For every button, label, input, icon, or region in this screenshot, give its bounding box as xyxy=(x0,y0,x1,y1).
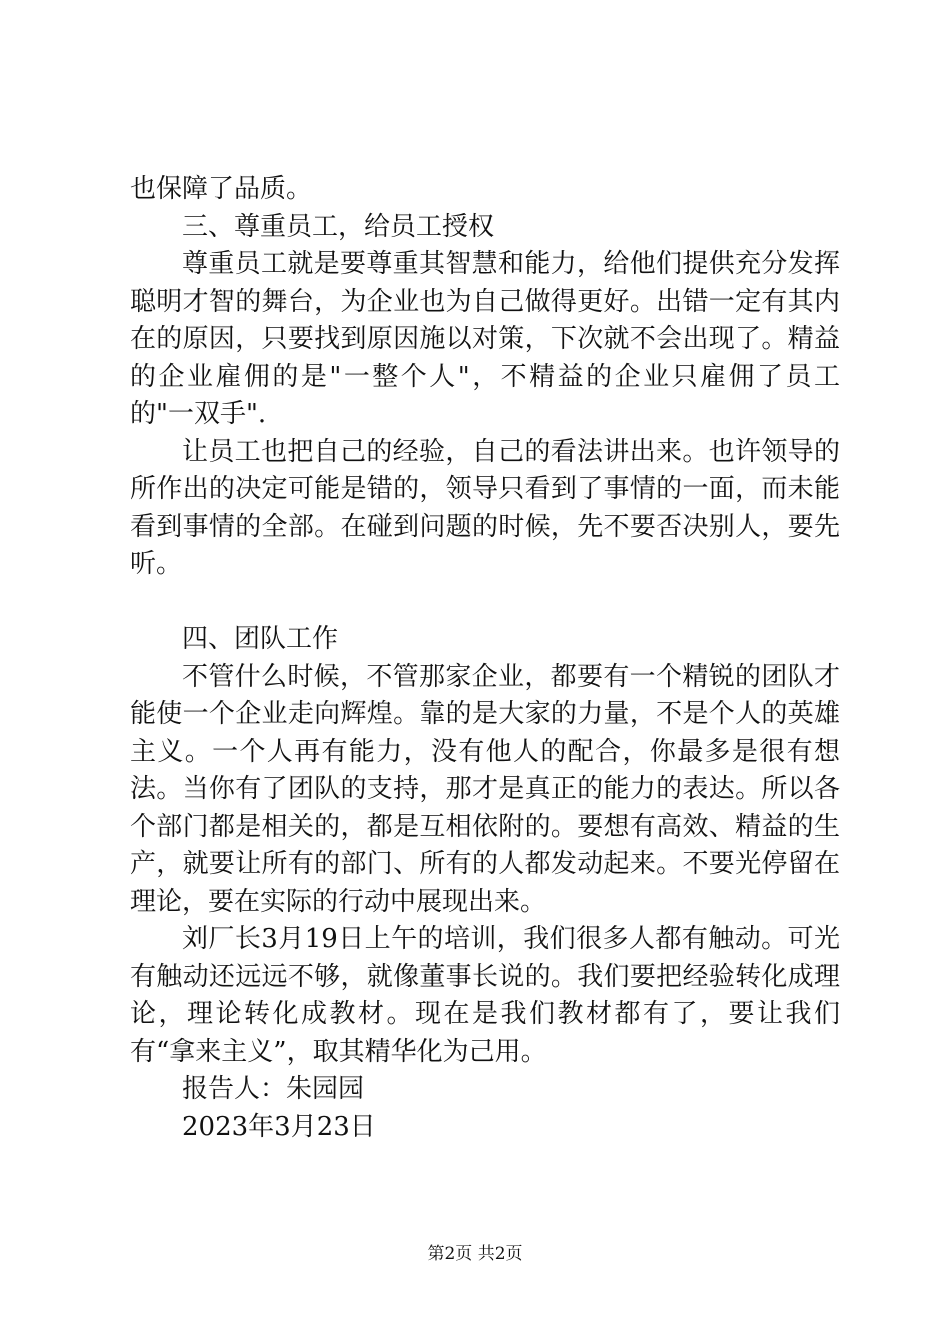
paragraph: 尊重员工就是要尊重其智慧和能力，给他们提供充分发挥聪明才智的舞台，为企业也为自己做得更好。出错一定有其内在的原因，只要找到原因施以对策，下次就不会出现了。精益的企业雇佣的是"一整个人"，不精益的企业只雇佣了员工的"一双手". xyxy=(130,249,840,429)
date-line: 2023年3月23日 xyxy=(182,1111,376,1142)
paragraph: 不管什么时候，不管那家企业，都要有一个精锐的团队才能使一个企业走向辉煌。靠的是大家的力量，不是个人的英雄主义。一个人再有能力，没有他人的配合，你最多是很有想法。当你有了团队的支持，那才是真正的能力的表达。所以各个部门都是相关的，都是互相依附的。要想有高效、精益的生产，就要让所有的部门、所有的人都发动起来。不要光停留在理论，要在实际的行动中展现出来。 xyxy=(130,661,840,917)
paragraph-continuation: 也保障了品质。 xyxy=(130,174,313,204)
document-body xyxy=(130,171,840,1146)
section-heading-3: 三、尊重员工，给员工授权 xyxy=(182,211,495,242)
reporter-line: 报告人：朱园园 xyxy=(182,1074,365,1104)
blank-line xyxy=(130,584,840,622)
paragraph: 刘厂长3月19日上午的培训，我们很多人都有触动。可光有触动还远远不够，就像董事长说的。我们要把经验转化成理论，理论转化成教材。现在是我们教材都有了，要让我们有“拿来主义”，取其精华化为己用。 xyxy=(130,924,840,1067)
section-heading-4: 四、团队工作 xyxy=(182,624,339,654)
page-footer: 第2页 共2页 xyxy=(427,1244,523,1264)
paragraph: 让员工也把自己的经验，自己的看法讲出来。也许领导的所作出的决定可能是错的，领导只看到了事情的一面，而未能看到事情的全部。在碰到问题的时候，先不要否决别人，要先听。 xyxy=(130,436,840,579)
